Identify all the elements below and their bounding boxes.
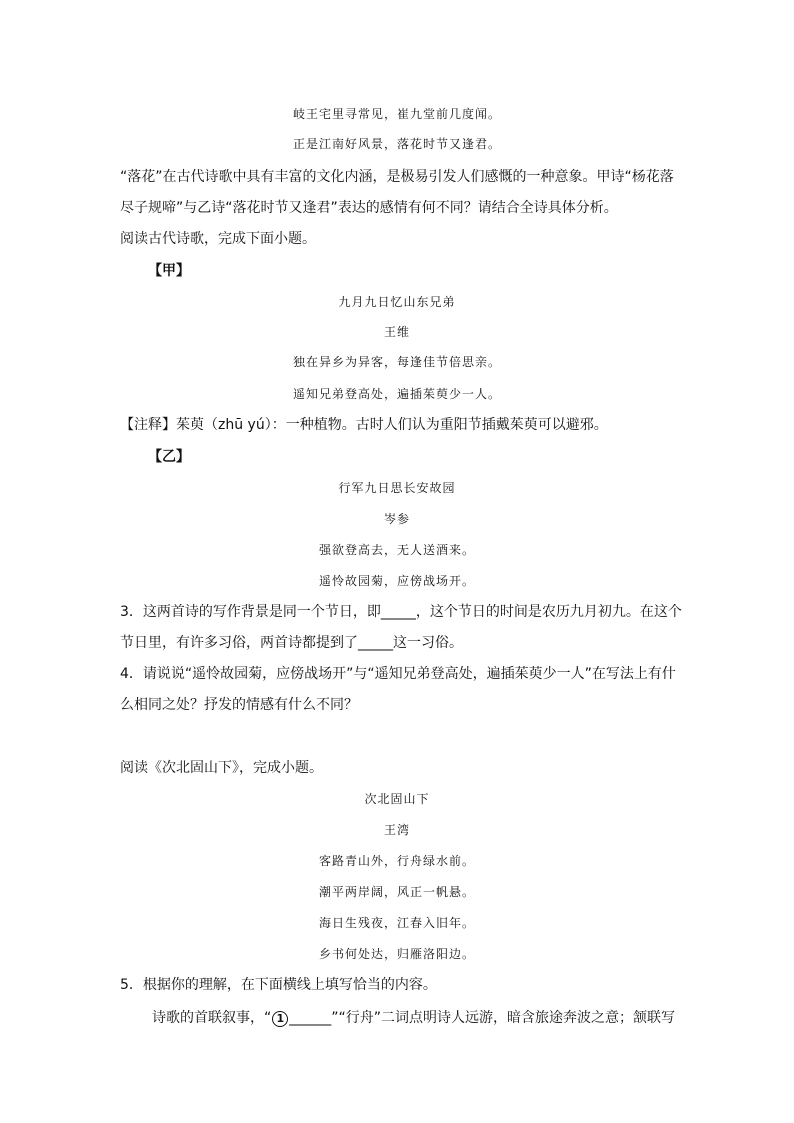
question-5: 5．根据你的理解，在下面横线上填写恰当的内容。 [120, 977, 437, 993]
annotation-note: 【注释】茱萸（zhū yú）：一种植物。古时人们认为重阳节插戴茱萸可以避邪。 [120, 417, 608, 433]
poem-line: 正是江南好风景，落花时节又逢君。 [292, 137, 501, 151]
question-text: “落花”在古代诗歌中具有丰富的文化内涵，是极易引发人们感慨的一种意象。甲诗“杨花落 [120, 169, 674, 185]
section-intro: 阅读《次北固山下》，完成小题。 [120, 760, 323, 776]
poem-author: 王湾 [383, 823, 410, 837]
poem-line: 遥怜故园菊，应傍战场开。 [318, 574, 475, 588]
poem-line: 客路青山外，行舟绿水前。 [318, 854, 475, 868]
poem-line: 独在异乡为异客，每逢佳节倍思亲。 [292, 355, 501, 369]
poem-line: 海日生残夜，江春入旧年。 [318, 916, 475, 930]
question-4-cont: 么相同之处？抒发的情感有什么不同？ [120, 697, 358, 713]
poem-line: 遥知兄弟登高处，遍插茱萸少一人。 [292, 387, 501, 401]
question-4: 4．请说说“遥怜故园菊，应傍战场开”与“遥知兄弟登高处，遍插茱萸少一人”在写法上有什 [120, 666, 676, 682]
poem-label-jia: 【甲】 [148, 263, 190, 279]
prompt-text: 诗歌的首联叙事，“ [152, 1010, 272, 1026]
poem-title: 九月九日忆山东兄弟 [338, 295, 456, 309]
question-3: 3．这两首诗的写作背景是同一个节日，即_____，这个节日的时间是农历九月初九。在这个 [120, 604, 682, 620]
poem-line: 潮平两岸阔，风正一帆悬。 [318, 885, 475, 899]
circled-number-1: 1 [272, 1011, 288, 1027]
poem-author: 王维 [383, 325, 410, 339]
poem-title: 行军九日思长安故园 [338, 481, 456, 495]
question-3-cont: 节日里，有许多习俗，两首诗都提到了_____这一习俗。 [120, 635, 463, 651]
poem-author: 岑参 [383, 512, 410, 526]
poem-line: 乡书何处达，归雁洛阳边。 [318, 947, 475, 961]
prompt-text: ______”“行舟”二词点明诗人远游，暗含旅途奔波之意；颔联写 [289, 1010, 676, 1026]
section-intro: 阅读古代诗歌，完成下面小题。 [120, 231, 316, 247]
poem-label-yi: 【乙】 [148, 449, 190, 465]
question-text: 尽子规啼”与乙诗“落花时节又逢君”表达的感情有何不同？请结合全诗具体分析。 [120, 200, 618, 216]
question-5-prompt [152, 1008, 675, 1028]
poem-line: 强欲登高去，无人送酒来。 [318, 543, 475, 557]
poem-line: 岐王宅里寻常见，崔九堂前几度闻。 [292, 107, 501, 121]
poem-title: 次北固山下 [364, 792, 430, 806]
